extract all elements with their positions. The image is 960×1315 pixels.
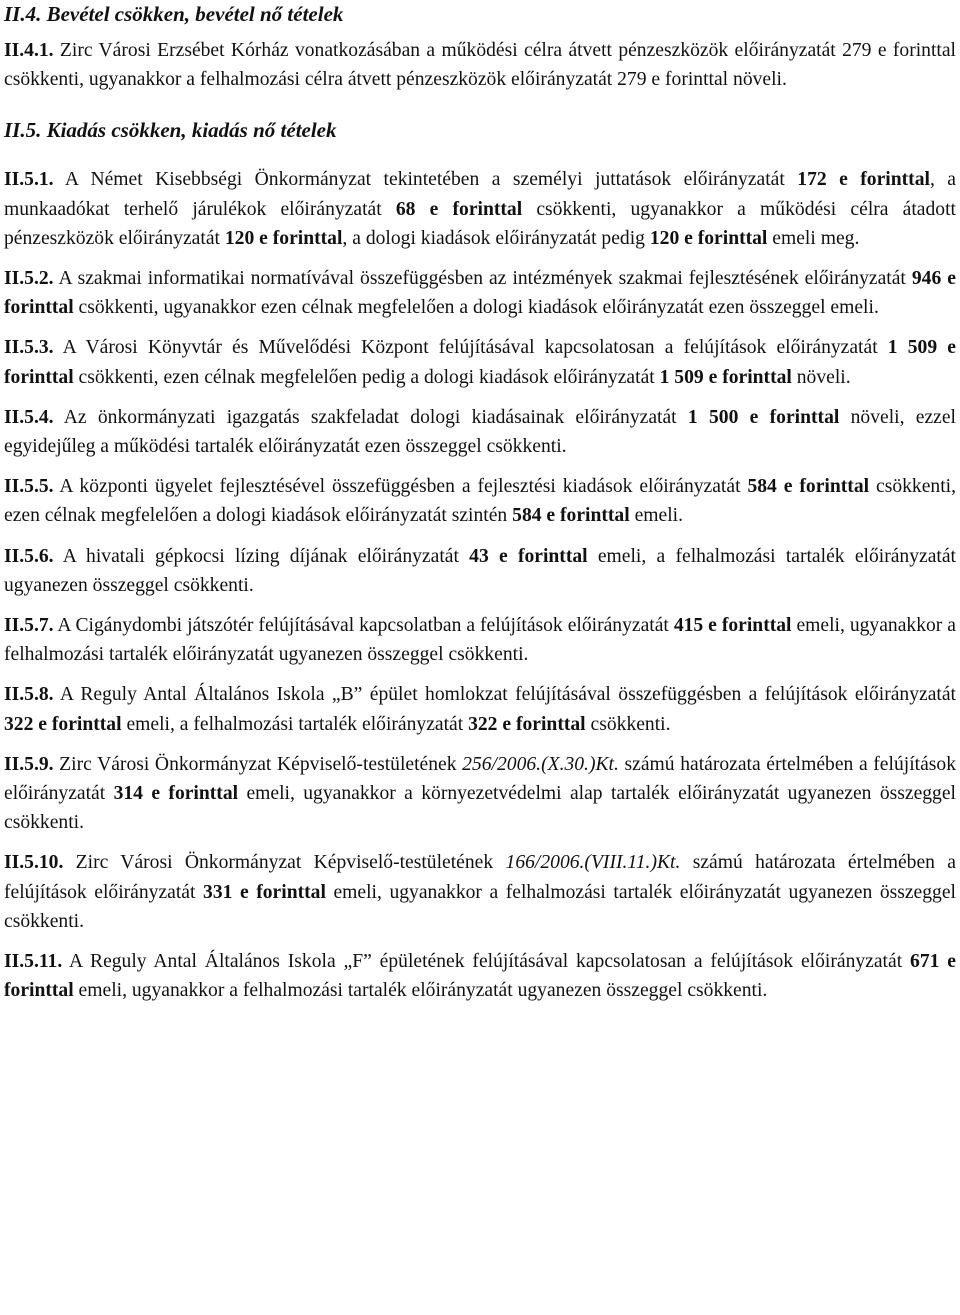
item-number: II.5.11.: [4, 951, 63, 973]
item-number: II.5.1.: [4, 169, 54, 191]
item-number: II.5.8.: [4, 684, 54, 706]
paragraph-ii-5-5: II.5.5. A központi ügyelet fejlesztésével összefüggésben a fejlesztési kiadások előirányzatát 584 e forinttal csökkenti, ezen célnak megfelelően a dologi kiadások előirányzatát szintén 584 e forinttal emeli.: [4, 476, 956, 527]
paragraph-ii-5-9: II.5.9. Zirc Városi Önkormányzat Képviselő-testületének 256/2006.(X.30.)Kt. számú határozata értelmében a felújítások előirányzatát 314 e forinttal emeli, ugyanakkor a környezetvédelmi alap tartalék előirányzatát ugyanezen összeggel csökkenti.: [4, 753, 956, 834]
item-number: II.5.9.: [4, 753, 54, 775]
paragraph-ii-5-11: II.5.11. A Reguly Antal Általános Iskola „F” épületének felújításával kapcsolatosan a felújítások előirányzatát 671 e forinttal emeli, ugyanakkor a felhalmozási tartalék előirányzatát ugyanezen összeggel csökkenti.: [4, 951, 956, 1002]
paragraph-ii-4-1: II.4.1. Zirc Városi Erzsébet Kórház vonatkozásában a működési célra átvett pénzeszközök előirányzatát 279 e forinttal csökkenti, ugyanakkor a felhalmozási célra átvett pénzeszközök előirányzatát 279 e forinttal növeli.: [4, 40, 956, 91]
paragraph-ii-5-8: II.5.8. A Reguly Antal Általános Iskola „B” épület homlokzat felújításával összefüggésben a felújítások előirányzatát 322 e forinttal emeli, a felhalmozási tartalék előirányzatát 322 e forinttal csökkenti.: [4, 684, 956, 735]
item-number: II.5.5.: [4, 476, 54, 498]
item-number: II.5.10.: [4, 852, 64, 874]
paragraph-ii-5-10: II.5.10. Zirc Városi Önkormányzat Képviselő-testületének 166/2006.(VIII.11.)Kt. számú határozata értelmében a felújítások előirányzatát 331 e forinttal emeli, ugyanakkor a felhalmozási tartalék előirányzatát ugyanezen összeggel csökkenti.: [4, 852, 956, 932]
paragraph-ii-5-4: II.5.4. Az önkormányzati igazgatás szakfeladat dologi kiadásainak előirányzatát 1 500 e forinttal növeli, ezzel egyidejűleg a működési tartalék előirányzatát ezen összeggel csökkenti.: [4, 406, 956, 458]
resolution-reference: 256/2006.(X.30.)Kt.: [462, 753, 619, 775]
item-number: II.5.7.: [4, 615, 54, 637]
section-heading-ii-5: II.5. Kiadás csökken, kiadás nő tételek: [4, 118, 337, 143]
paragraph-ii-5-3: II.5.3. A Városi Könyvtár és Művelődési Központ felújításával kapcsolatosan a felújítások előirányzatát 1 509 e forinttal csökkenti, ezen célnak megfelelően pedig a dologi kiadások előirányzatát 1 509 e forinttal növeli.: [4, 337, 956, 388]
item-number: II.5.3.: [4, 337, 54, 359]
paragraph-ii-5-7: II.5.7. A Cigánydombi játszótér felújításával kapcsolatban a felújítások előirányzatát 415 e forinttal emeli, ugyanakkor a felhalmozási tartalék előirányzatát ugyanezen összeggel csökkenti.: [4, 615, 956, 666]
item-number: II.4.1.: [4, 40, 54, 61]
item-number: II.5.2.: [4, 268, 54, 290]
resolution-reference: 166/2006.(VIII.11.)Kt.: [505, 852, 681, 874]
paragraph-ii-5-6: II.5.6. A hivatali gépkocsi lízing díjának előirányzatát 43 e forinttal emeli, a felhalmozási tartalék előirányzatát ugyanezen összeggel csökkenti.: [4, 545, 956, 596]
paragraph-ii-5-1: II.5.1. A Német Kisebbségi Önkormányzat tekintetében a személyi juttatások előirányzatát 172 e forinttal, a munkaadókat terhelő járulékok előirányzatát 68 e forinttal csökkenti, ugyanakkor a működési célra átadott pénzeszközök előirányzatát 120 e forinttal, a dologi kiadások előirányzatát pedig 120 e forinttal emeli meg.: [4, 169, 956, 249]
paragraph-ii-5-2: II.5.2. A szakmai informatikai normatívával összefüggésben az intézmények szakmai fejlesztésének előirányzatát 946 e forinttal csökkenti, ugyanakkor ezen célnak megfelelően a dologi kiadások előirányzatát ezen összeggel emeli.: [4, 268, 956, 319]
item-number: II.5.6.: [4, 545, 54, 567]
section-heading-ii-4: II.4. Bevétel csökken, bevétel nő tételek: [4, 2, 344, 26]
item-number: II.5.4.: [4, 406, 54, 428]
